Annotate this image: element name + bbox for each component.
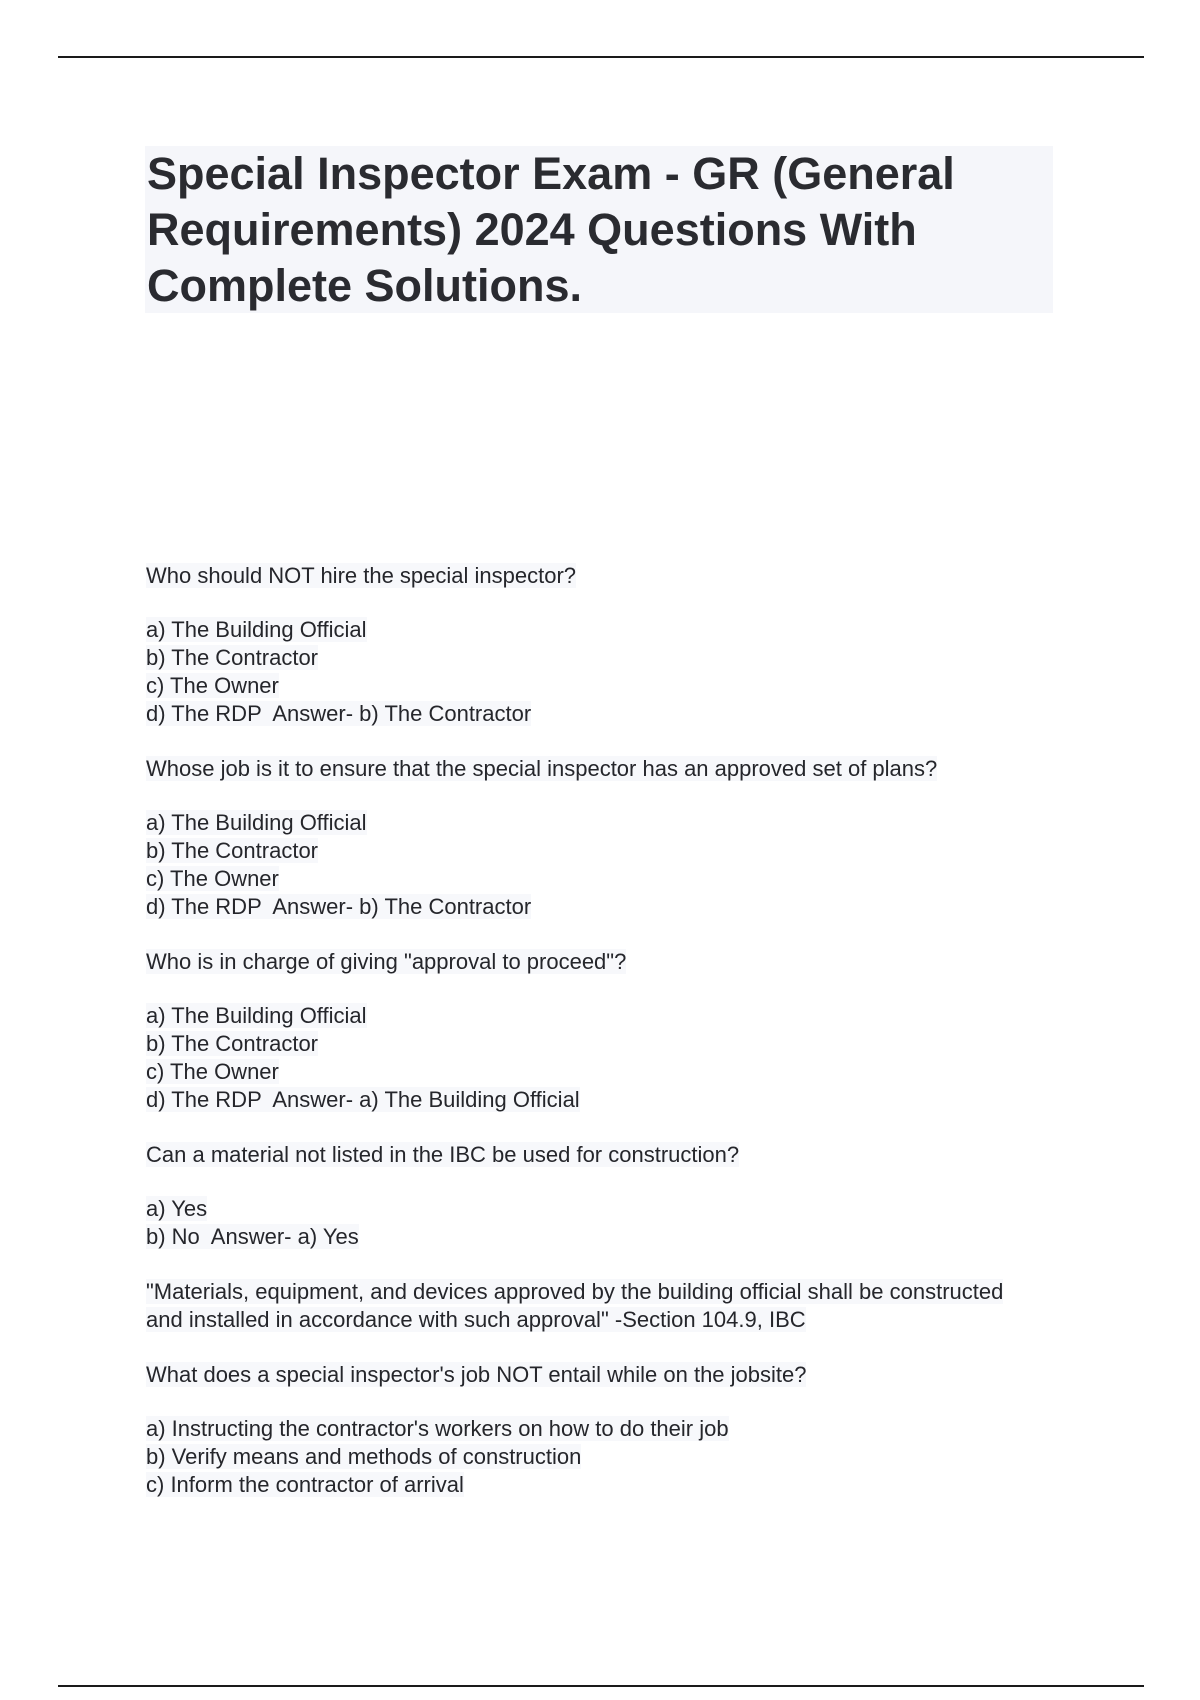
document-title: Special Inspector Exam - GR (General Requirements) 2024 Questions With Complete Solutions. bbox=[147, 148, 955, 311]
answer-text: Answer- a) The Building Official bbox=[261, 1087, 580, 1112]
answer-text: Answer- b) The Contractor bbox=[261, 894, 532, 919]
question-block-3 bbox=[146, 948, 1046, 1114]
option-item: d) The RDP Answer- b) The Contractor bbox=[146, 701, 532, 726]
option-item: b) The Contractor bbox=[146, 1031, 319, 1056]
option-item: b) The Contractor bbox=[146, 838, 319, 863]
option-item: c) The Owner bbox=[146, 866, 279, 891]
question-text: Can a material not listed in the IBC be used for construction? bbox=[146, 1142, 740, 1167]
options-list bbox=[146, 616, 1046, 728]
options-list bbox=[146, 1002, 1046, 1114]
option-item: b) No Answer- a) Yes bbox=[146, 1224, 359, 1249]
option-item: c) Inform the contractor of arrival bbox=[146, 1472, 464, 1497]
answer-text: Answer- a) Yes bbox=[199, 1224, 359, 1249]
top-rule bbox=[58, 56, 1144, 58]
question-block-4 bbox=[146, 1141, 1046, 1251]
question-block-1 bbox=[146, 562, 1046, 728]
option-item: a) The Building Official bbox=[146, 617, 367, 642]
option-item: c) The Owner bbox=[146, 1059, 279, 1084]
question-text: Who is in charge of giving "approval to proceed"? bbox=[146, 949, 627, 974]
option-item: c) The Owner bbox=[146, 673, 279, 698]
option-item: d) The RDP Answer- b) The Contractor bbox=[146, 894, 532, 919]
option-item: b) Verify means and methods of construction bbox=[146, 1444, 582, 1469]
question-text: Who should NOT hire the special inspector? bbox=[146, 563, 577, 588]
question-text: What does a special inspector's job NOT entail while on the jobsite? bbox=[146, 1362, 807, 1387]
option-item: d) The RDP Answer- a) The Building Official bbox=[146, 1087, 580, 1112]
question-text: Whose job is it to ensure that the special inspector has an approved set of plans? bbox=[146, 756, 938, 781]
options-list bbox=[146, 1195, 1046, 1251]
reference-note: "Materials, equipment, and devices approved by the building official shall be constructed and installed in accordance with such approval" -Section 104.9, IBC bbox=[146, 1279, 1004, 1332]
options-list bbox=[146, 809, 1046, 921]
option-item: b) The Contractor bbox=[146, 645, 319, 670]
document-body bbox=[146, 562, 1046, 1526]
options-list bbox=[146, 1415, 1046, 1499]
question-block-2 bbox=[146, 755, 1046, 921]
option-item: a) The Building Official bbox=[146, 810, 367, 835]
option-item: a) Instructing the contractor's workers on how to do their job bbox=[146, 1416, 729, 1441]
question-block-5 bbox=[146, 1361, 1046, 1499]
option-item: a) Yes bbox=[146, 1196, 208, 1221]
option-item: a) The Building Official bbox=[146, 1003, 367, 1028]
answer-text: Answer- b) The Contractor bbox=[261, 701, 532, 726]
bottom-rule bbox=[58, 1685, 1144, 1687]
